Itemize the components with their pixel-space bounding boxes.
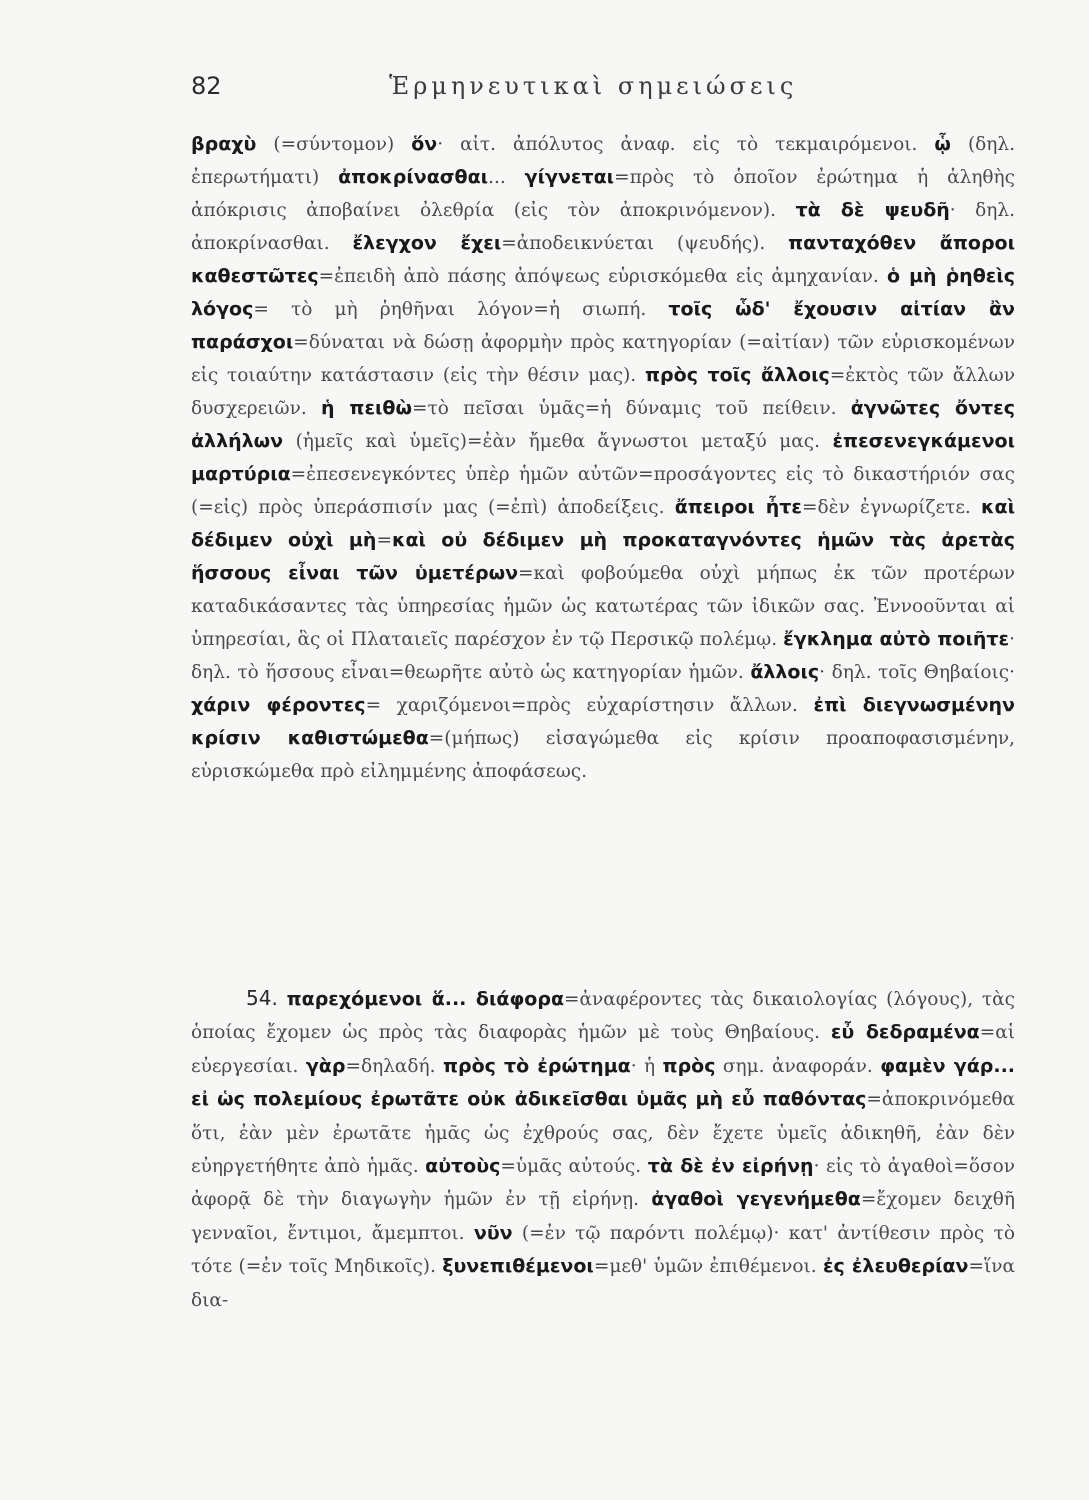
gloss: (δηλ. ἐπερωτήματι) [191, 134, 1015, 188]
gloss: =αἱ εὐεργεσίαι. [191, 1022, 1015, 1077]
gloss: =δηλαδή. [345, 1055, 443, 1077]
lemma: πρὸς τοῖς ἄλλοις [645, 364, 830, 386]
gloss: = [376, 530, 392, 551]
lemma: ὅν [411, 133, 438, 155]
gloss: · δηλ. ἀποκρίνασθαι. [191, 200, 1015, 254]
lemma: ἄπειροι ἦτε [674, 496, 803, 518]
gloss: σημ. ἀναφοράν. [715, 1055, 881, 1077]
gloss: =δὲν ἐγνωρίζετε. [802, 497, 982, 518]
lemma: ἔγκλημα αὐτὸ ποιῆτε [783, 628, 1010, 650]
gloss: =ἀναφέροντες τὰς δικαιολογίας (λόγους), τὰς ὁποίας ἔχομεν ὡς πρὸς τὰς διαφορὰς ἡμῶν μὲ τοὺς Θηβαίους. [191, 989, 1015, 1044]
lemma: πρὸς τὸ ἐρώτημα [442, 1054, 631, 1077]
lemma: καὶ οὐ δέδιμεν μὴ προκαταγνόντες ἡμῶν τὰς ἀρετὰς ἥσσους εἶναι τῶν ὑμετέρων [191, 529, 1015, 584]
gloss: =μεθ' ὑμῶν ἐπιθέμενοι. [593, 1256, 823, 1278]
gloss: =καὶ φοβούμεθα οὐχὶ μήπως ἐκ τῶν προτέρων καταδικάσαντες τὰς ὑπηρεσίας ἡμῶν ὡς κατωτέρας τῶν ἰδικῶν σας. Ἐννοοῦνται αἱ ὑπηρεσίαι, ἃς οἱ Πλαταιεῖς παρέσχον ἐν τῷ Περσικῷ πολέμῳ. [191, 563, 1016, 650]
gloss: ... [488, 167, 525, 188]
page-number: 82 [191, 72, 222, 100]
lemma: αὐτοὺς [425, 1155, 501, 1178]
gloss: =ἀποδεικνύεται (ψευδής). [501, 233, 789, 254]
lemma: ᾧ [934, 133, 951, 155]
lemma: ἔλεγχον ἔχει [352, 232, 502, 254]
lemma: γίγνεται [524, 166, 615, 188]
gloss: =δύναται νὰ δώσῃ ἀφορμὴν πρὸς κατηγορίαν (=αἰτίαν) τῶν εὑρισκομένων εἰς τοιαύτην κατάστασιν (εἰς τὴν θέσιν μας). [191, 332, 1015, 386]
lemma: ἀγνῶτες ὄντες ἀλλήλων [191, 397, 1016, 452]
lemma: ἄλλοις [750, 661, 820, 683]
gloss: = χαριζόμενοι=πρὸς εὐχαρίστησιν ἄλλων. [365, 695, 814, 716]
gloss: · αἰτ. ἀπόλυτος ἀναφ. εἰς τὸ τεκμαιρόμενοι. [437, 134, 935, 155]
lemma: τὰ δὲ ψευδῆ [795, 199, 950, 221]
lemma: ἀποκρίνασθαι [338, 166, 489, 188]
lemma: τοῖς ὧδ' ἔχουσιν αἰτίαν ἂν παράσχοι [191, 298, 1015, 353]
gloss: · δηλ. τὸ ἥσσους εἶναι=θεωρῆτε αὐτὸ ὡς κατηγορίαν ἡμῶν. [191, 629, 1015, 683]
gloss: =(μήπως) εἰσαγώμεθα εἰς κρίσιν προαποφασισμένην, εὑρισκώμεθα πρὸ εἰλημμένης ἀποφάσεως. [191, 728, 1015, 782]
gloss: = τὸ μὴ ῥηθῆναι λόγον=ἡ σιωπή. [253, 299, 669, 320]
lemma: καὶ δέδιμεν οὐχὶ μὴ [191, 496, 1015, 551]
gloss: · εἰς τὸ ἀγαθοὶ=ὅσον ἀφορᾷ δὲ τὴν διαγωγὴν ἡμῶν ἐν τῇ εἰρήνῃ. [191, 1156, 1015, 1211]
lemma: πανταχόθεν ἄποροι καθεστῶτες [191, 232, 1015, 287]
gloss: · δηλ. τοῖς Θηβαίοις· [819, 662, 1015, 683]
gloss: (ἡμεῖς καὶ ὑμεῖς)=ἐὰν ἤμεθα ἄγνωστοι μεταξύ μας. [283, 431, 833, 452]
commentary-paragraph [191, 128, 1015, 788]
lemma: ἀγαθοὶ γεγενήμεθα [651, 1188, 861, 1211]
gloss: =ἐπεσενεγκόντες ὑπὲρ ἡμῶν αὐτῶν=προσάγοντες εἰς τὸ δικαστήριόν σας (=εἰς) πρὸς ὑπεράσπισίν μας (=ἐπὶ) ἀποδείξεις. [191, 464, 1015, 518]
gloss: =ἐκτὸς τῶν ἄλλων δυσχερειῶν. [191, 365, 1016, 419]
gloss: =ἵνα δια- [191, 1256, 1015, 1311]
lemma: ἐς ἐλευθερίαν [822, 1255, 969, 1278]
lemma: ὁ μὴ ῥηθεὶς λόγος [191, 265, 1015, 320]
lemma: τὰ δὲ ἐν εἰρήνῃ [647, 1155, 814, 1178]
lemma: γὰρ [305, 1054, 346, 1077]
lemma: νῦν [473, 1221, 513, 1244]
gloss: (=σύντομον) [256, 134, 412, 155]
commentary-paragraph-54 [191, 982, 1015, 1317]
running-title: Ἑρμηνευτικαὶ σημειώσεις [389, 72, 798, 100]
gloss: =πρὸς τὸ ὁποῖον ἐρώτημα ἡ ἀληθὴς ἀπόκρισις ἀποβαίνει ὀλεθρία (εἰς τὸν ἀποκρινόμενον). [191, 167, 1015, 221]
gloss: =τὸ πεῖσαι ὑμᾶς=ἡ δύναμις τοῦ πείθειν. [412, 398, 851, 419]
gloss: (=ἐν τῷ παρόντι πολέμῳ)· κατ' ἀντίθεσιν πρὸς τὸ τότε (=ἐν τοῖς Μηδικοῖς). [191, 1222, 1015, 1278]
lemma: ξυνεπιθέμενοι [442, 1255, 594, 1278]
gloss: =ὑμᾶς αὐτούς. [500, 1156, 648, 1178]
lemma: βραχὺ [191, 133, 257, 155]
lemma: πρὸς [662, 1054, 716, 1077]
section-number: 54. [246, 986, 278, 1010]
gloss: =ἐπειδὴ ἀπὸ πάσης ἀπόψεως εὑρισκόμεθα εἰς ἀμηχανίαν. [318, 266, 888, 287]
lemma: χάριν φέροντες [191, 694, 366, 716]
page-header [191, 72, 831, 108]
lemma: ἐπεσενεγκάμενοι μαρτύρια [191, 430, 1015, 485]
lemma: φαμὲν γάρ... εἰ ὡς πολεμίους ἐρωτᾶτε οὐκ ἀδικεῖσθαι ὑμᾶς μὴ εὖ παθόντας [191, 1054, 1016, 1111]
lemma: ἡ πειθὼ [320, 397, 412, 419]
lemma: παρεχόμενοι ἅ... διάφορα [286, 988, 565, 1010]
gloss: · ἡ [630, 1055, 663, 1077]
lemma: εὖ δεδραμένα [830, 1021, 980, 1044]
gloss: =ἔχομεν δειχθῆ γενναῖοι, ἔντιμοι, ἄμεμπτοι. [191, 1189, 1016, 1244]
lemma: ἐπὶ διεγνωσμένην κρίσιν καθιστώμεθα [191, 694, 1016, 749]
gloss: =ἀποκρινόμεθα ὅτι, ἐὰν μὲν ἐρωτᾶτε ἡμᾶς ὡς ἐχθρούς σας, δὲν ἔχετε ὑμεῖς ἀδικηθῆ, ἐὰν δὲν εὐηργετήθητε ἀπὸ ἡμᾶς. [191, 1089, 1015, 1178]
